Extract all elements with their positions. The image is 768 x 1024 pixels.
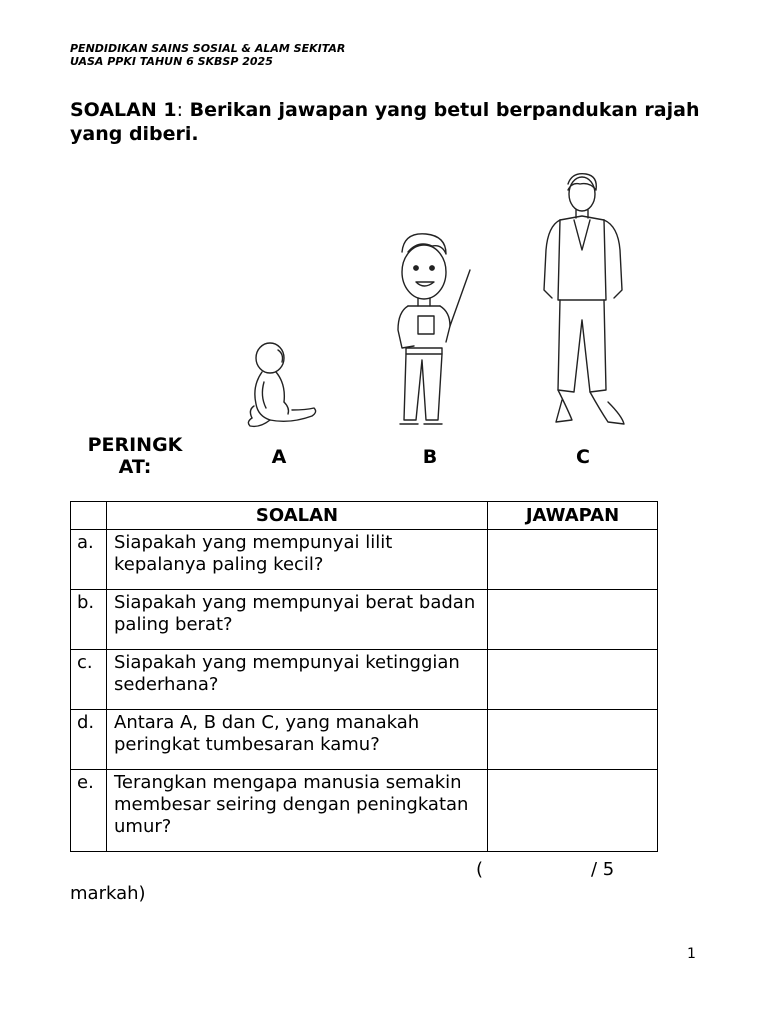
table-row — [71, 650, 658, 710]
row-letter: e. — [71, 770, 107, 852]
stage-label-c: C — [576, 446, 590, 468]
row-question: Siapakah yang mempunyai ketinggian sederhana? — [107, 650, 488, 710]
answer-cell-a[interactable] — [488, 530, 658, 590]
row-letter: b. — [71, 590, 107, 650]
answer-cell-e[interactable] — [488, 770, 658, 852]
table-row — [71, 530, 658, 590]
header-exam: UASA PPKI TAHUN 6 SKBSP 2025 — [70, 55, 273, 68]
header-number-cell — [71, 502, 107, 530]
baby-figure — [240, 338, 324, 434]
table-row — [71, 770, 658, 852]
question-colon: : — [176, 99, 183, 121]
stage-heading — [70, 434, 200, 478]
table-row — [71, 590, 658, 650]
question-instruction: Berikan jawapan yang betul berpandukan rajah yang diberi. — [70, 99, 700, 145]
document-header — [70, 42, 345, 68]
header-subject: PENDIDIKAN SAINS SOSIAL & ALAM SEKITAR — [70, 42, 346, 55]
row-letter: d. — [71, 710, 107, 770]
stage-label-b: B — [422, 446, 438, 468]
row-question: Terangkan mengapa manusia semakin membesar seiring dengan peningkatan umur? — [107, 770, 488, 852]
row-question: Antara A, B dan C, yang manakah peringkat tumbesaran kamu? — [107, 710, 488, 770]
header-soalan: SOALAN — [107, 502, 488, 530]
question-table — [70, 501, 658, 852]
answer-cell-d[interactable] — [488, 710, 658, 770]
adult-figure — [538, 170, 628, 434]
row-question: Siapakah yang mempunyai lilit kepalanya paling kecil? — [107, 530, 488, 590]
answer-cell-b[interactable] — [488, 590, 658, 650]
marks-word: markah) — [70, 883, 146, 904]
page-number: 1 — [687, 946, 696, 962]
child-figure — [388, 230, 478, 434]
row-letter: c. — [71, 650, 107, 710]
stage-heading-line1: PERINGK — [87, 434, 183, 456]
table-row — [71, 710, 658, 770]
stage-heading-line2: AT: — [118, 456, 152, 478]
marks-open-paren: ( — [476, 859, 484, 880]
stage-label-a: A — [271, 446, 287, 468]
row-question: Siapakah yang mempunyai berat badan paling berat? — [107, 590, 488, 650]
row-letter: a. — [71, 530, 107, 590]
question-label: SOALAN 1 — [70, 99, 177, 121]
header-jawapan: JAWAPAN — [488, 502, 658, 530]
marks-total: / 5 — [591, 859, 615, 880]
question-title — [70, 98, 710, 146]
answer-cell-c[interactable] — [488, 650, 658, 710]
table-header-row — [71, 502, 658, 530]
